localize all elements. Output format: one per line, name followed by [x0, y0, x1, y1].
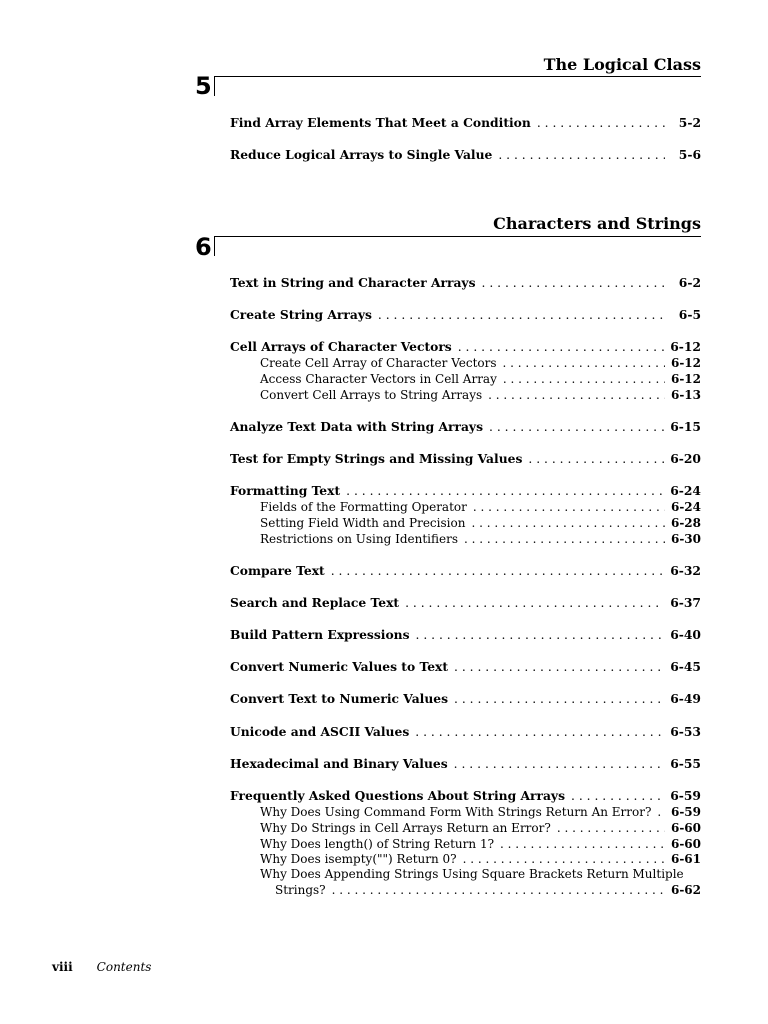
toc-entry-page: 6-5	[678, 307, 701, 322]
toc-entry-page: 5-6	[678, 147, 701, 162]
toc-entry[interactable]	[230, 595, 701, 611]
toc-entry-label: Find Array Elements That Meet a Condition	[230, 115, 531, 130]
toc-entry-label: Convert Text to Numeric Values	[230, 691, 449, 706]
toc-subentry[interactable]	[260, 515, 701, 531]
toc-entry-page: 6-59	[670, 788, 701, 803]
toc-entry-page: 6-20	[670, 451, 701, 466]
toc-subentry[interactable]	[260, 355, 701, 371]
toc-subentry-label: Convert Cell Arrays to String Arrays	[260, 388, 483, 402]
toc-entry[interactable]	[230, 339, 701, 355]
toc-subentry[interactable]	[260, 866, 701, 898]
toc-subentry[interactable]	[260, 804, 701, 820]
toc-entry-page: 6-12	[670, 339, 701, 354]
toc-entry[interactable]	[230, 275, 701, 291]
toc-entry-label: Reduce Logical Arrays to Single Value	[230, 147, 493, 162]
toc-subentry-label: Restrictions on Using Identifiers	[260, 532, 459, 546]
toc-entry-label: Unicode and ASCII Values	[230, 724, 410, 739]
chapter-5-rule	[214, 76, 701, 96]
toc-entry[interactable]	[230, 659, 701, 675]
toc-subentry-label: Access Character Vectors in Cell Array	[260, 372, 497, 386]
toc-subentry-label: Why Does Appending Strings Using Square Brackets Return Multiple	[260, 867, 684, 881]
toc-subentry[interactable]	[260, 820, 701, 836]
section-name: Contents	[96, 960, 152, 974]
toc-entry-label: Convert Numeric Values to Text	[230, 659, 449, 674]
toc-entry-label: Test for Empty Strings and Missing Values	[230, 451, 523, 466]
toc-subentry[interactable]	[260, 836, 701, 852]
toc-entry[interactable]	[230, 307, 701, 323]
toc-subentry-page: 6-60	[670, 837, 701, 851]
toc-subentry[interactable]	[260, 851, 701, 867]
page-footer	[52, 960, 151, 974]
toc-entry[interactable]	[230, 451, 701, 467]
toc-subentry-page: 6-59	[670, 805, 701, 819]
toc-subentry-label: Why Does length() of String Return 1?	[260, 837, 495, 851]
toc-subentry-page: 6-13	[670, 388, 701, 402]
toc-entry[interactable]	[230, 724, 701, 740]
toc-subentry-page: 6-60	[670, 821, 701, 835]
toc-subentry-page: 6-62	[670, 883, 701, 897]
toc-entry[interactable]	[230, 627, 701, 643]
toc-entry-label: Create String Arrays	[230, 307, 372, 322]
toc-entry-page: 6-45	[670, 659, 701, 674]
toc-entry[interactable]	[230, 147, 701, 163]
chapter-6-number: 6	[195, 233, 212, 261]
chapter-5-title: The Logical Class	[543, 55, 701, 74]
toc-entry-label: Formatting Text	[230, 483, 341, 498]
toc-entry[interactable]	[230, 115, 701, 131]
toc-entry-label: Hexadecimal and Binary Values	[230, 756, 448, 771]
toc-entry-page: 6-32	[670, 563, 701, 578]
toc-entry[interactable]	[230, 788, 701, 804]
toc-subentry[interactable]	[260, 531, 701, 547]
toc-subentry-page: 6-28	[670, 516, 701, 530]
toc-subentry-label-cont: Strings?	[275, 883, 326, 897]
toc-entry-label: Compare Text	[230, 563, 325, 578]
toc-entry[interactable]	[230, 483, 701, 499]
toc-subentry[interactable]	[260, 387, 701, 403]
toc-entry-label: Build Pattern Expressions	[230, 627, 410, 642]
toc-entry-page: 6-37	[670, 595, 701, 610]
toc-entry-label: Analyze Text Data with String Arrays	[230, 419, 483, 434]
toc-entry-page: 6-40	[670, 627, 701, 642]
chapter-6-title: Characters and Strings	[493, 214, 701, 233]
toc-entry-page: 6-2	[678, 275, 701, 290]
toc-entry[interactable]	[230, 563, 701, 579]
toc-subentry[interactable]	[260, 499, 701, 515]
toc-entry-page: 6-53	[670, 724, 701, 739]
toc-subentry-page: 6-12	[670, 356, 701, 370]
toc-subentry-label: Why Do Strings in Cell Arrays Return an Error?	[260, 821, 551, 835]
toc-subentry-label: Fields of the Formatting Operator	[260, 500, 467, 514]
toc-entry-label: Search and Replace Text	[230, 595, 400, 610]
toc-entry[interactable]	[230, 691, 701, 707]
chapter-5-number: 5	[195, 72, 212, 100]
toc-entry-label: Cell Arrays of Character Vectors	[230, 339, 452, 354]
page-number: viii	[52, 960, 73, 974]
toc-subentry-page: 6-12	[670, 372, 701, 386]
toc-entry-page: 6-49	[670, 691, 701, 706]
toc-subentry-label: Setting Field Width and Precision	[260, 516, 466, 530]
toc-entry-label: Text in String and Character Arrays	[230, 275, 476, 290]
toc-subentry-label: Why Does Using Command Form With Strings Return An Error?	[260, 805, 652, 819]
toc-entry-page: 6-15	[670, 419, 701, 434]
toc-entry-label: Frequently Asked Questions About String Arrays	[230, 788, 565, 803]
toc-entry-page: 6-55	[670, 756, 701, 771]
toc-entry-page: 5-2	[678, 115, 701, 130]
toc-subentry-page: 6-30	[670, 532, 701, 546]
toc-subentry[interactable]	[260, 371, 701, 387]
toc-subentry-label: Create Cell Array of Character Vectors	[260, 356, 497, 370]
toc-entry[interactable]	[230, 419, 701, 435]
toc-entry-page: 6-24	[670, 483, 701, 498]
chapter-6-rule	[214, 236, 701, 256]
toc-subentry-page: 6-61	[670, 852, 701, 866]
toc-subentry-page: 6-24	[670, 500, 701, 514]
toc-subentry-label: Why Does isempty("") Return 0?	[260, 852, 457, 866]
toc-entry[interactable]	[230, 756, 701, 772]
